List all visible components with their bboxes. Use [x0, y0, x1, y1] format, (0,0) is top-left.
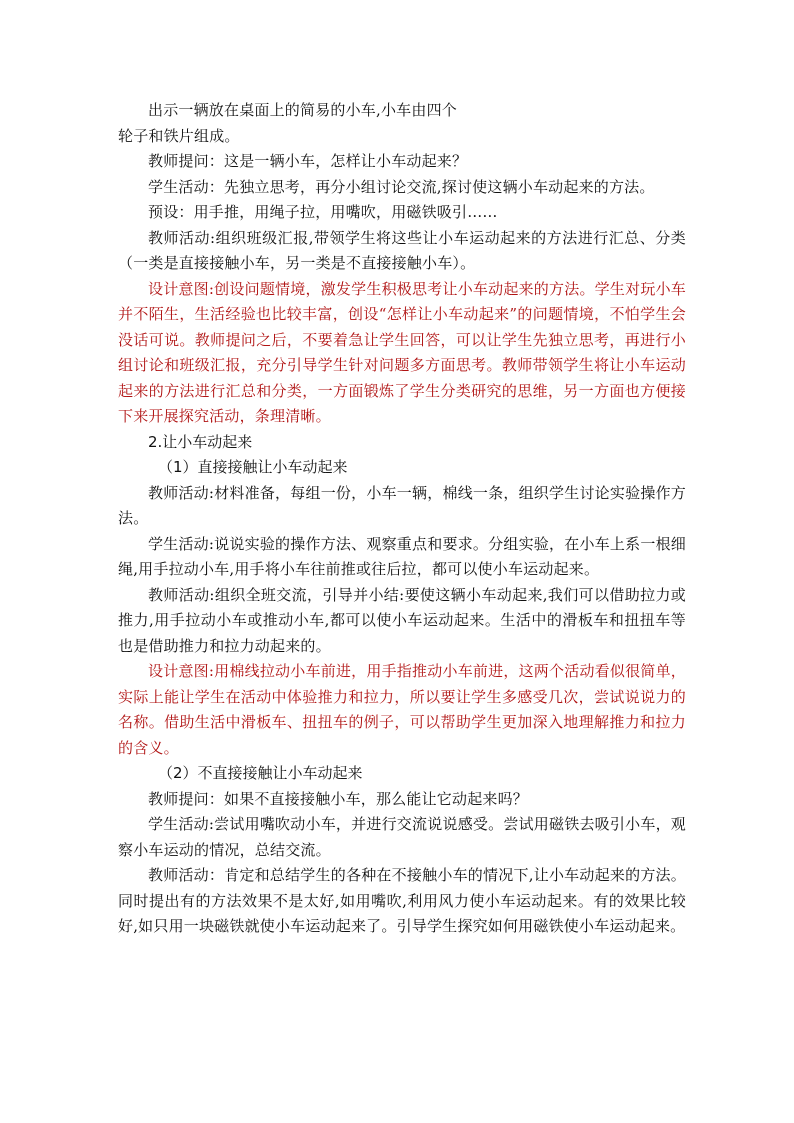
- paragraph-teacher-question-indirect: 教师提问：如果不直接接触小车，那么能让它动起来吗？: [148, 789, 529, 808]
- paragraph-teacher-activity-materials: 教师活动:材料准备，每组一份，小车一辆，棉线一条，组织学生讨论实验操作方法。: [118, 483, 686, 527]
- paragraph-student-activity-experiment: 学生活动:说说实验的操作方法、观察重点和要求。分组实验，在小车上系一根细绳,用手拉动小车,用手将小车往前推或往后拉，都可以使小车运动起来。: [118, 534, 686, 578]
- paragraph-teacher-activity-summary: 教师活动:组织全班交流，引导并小结:要使这辆小车动起来,我们可以借助拉力或推力,用手拉动小车或推动小车,都可以使小车运动起来。生活中的滑板车和扭扭车等也是借助推力和拉力动起来的。: [118, 585, 686, 655]
- paragraph-design-intent-1: 设计意图:创设问题情境，激发学生积极思考让小车动起来的方法。学生对玩小车并不陌生，生活经验也比较丰富，创设“怎样让小车动起来”的问题情境，不怕学生会没话可说。教师提问之后，不要着急让学生回答，可以让学生先独立思考，再进行小组讨论和班级汇报，充分引导学生针对问题多方面思考。教师带领学生将让小车运动起来的方法进行汇总和分类，一方面锻炼了学生分类研究的思维，另一方面也方便接下来开展探究活动，条理清晰。: [118, 279, 686, 425]
- paragraph-intro-continued: 轮子和铁片组成。: [118, 126, 240, 145]
- document-body: [118, 98, 686, 940]
- paragraph-teacher-activity: 教师活动:组织班级汇报,带领学生将这些让小车运动起来的方法进行汇总、分类（一类是直接接触小车，另一类是不直接接触小车）。: [118, 228, 686, 272]
- paragraph-intro: 出示一辆放在桌面上的简易的小车,小车由四个: [148, 101, 457, 119]
- paragraph-presupposition: 预设：用手推，用绳子拉，用嘴吹，用磁铁吸引……: [148, 203, 498, 221]
- paragraph-design-intent-2: 设计意图:用棉线拉动小车前进，用手指推动小车前进，这两个活动看似很简单，实际上能让学生在活动中体验推力和拉力，所以要让学生多感受几次，尝试说说力的名称。借助生活中滑板车、扭扭车的例子，可以帮助学生更加深入地理解推力和拉力的含义。: [118, 662, 686, 757]
- paragraph-teacher-activity-conclusion: 教师活动：肯定和总结学生的各种在不接触小车的情况下,让小车动起来的方法。同时提出有的方法效果不是太好,如用嘴吹,利用风力使小车运动起来。有的效果比较好,如只用一块磁铁就使小车运动起来了。引导学生探究如何用磁铁使小车运动起来。: [118, 866, 686, 935]
- paragraph-teacher-question: 教师提问：这是一辆小车，怎样让小车动起来？: [148, 152, 468, 170]
- paragraph-student-activity-blow-magnet: 学生活动:尝试用嘴吹动小车，并进行交流说说感受。尝试用磁铁去吸引小车，观察小车运动的情况，总结交流。: [118, 815, 686, 859]
- section-heading: 2.让小车动起来: [148, 432, 253, 451]
- paragraph-student-activity: 学生活动：先独立思考，再分小组讨论交流,探讨使这辆小车动起来的方法。: [148, 177, 655, 196]
- subsection-heading-indirect: （2）不直接接触让小车动起来: [158, 764, 363, 782]
- subsection-heading-direct: （1）直接接触让小车动起来: [158, 458, 348, 476]
